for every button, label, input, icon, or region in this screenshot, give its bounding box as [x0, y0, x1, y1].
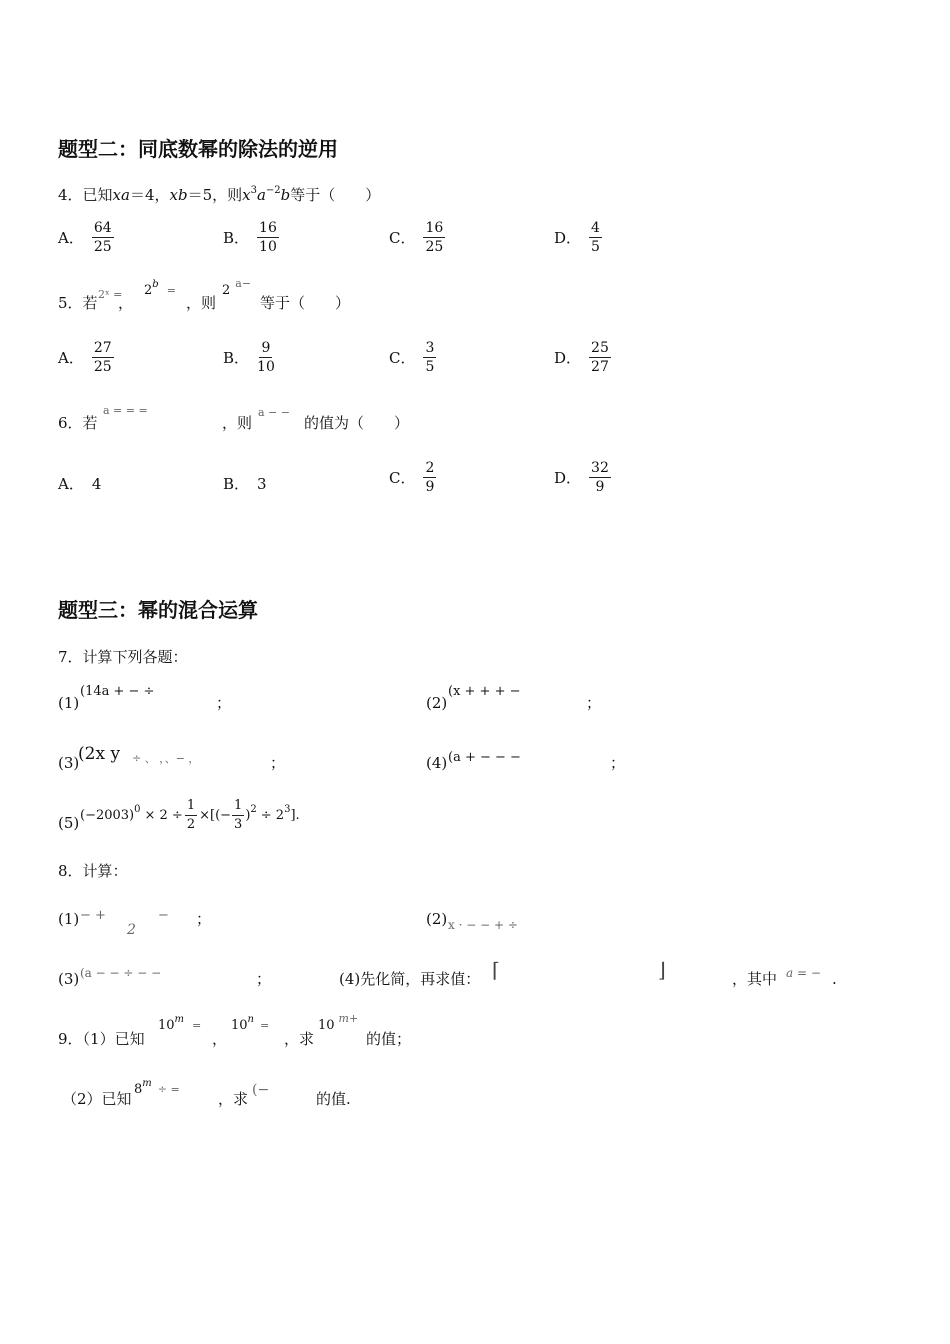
part-end: ； [610, 754, 626, 772]
question-5-num: 5．若 [58, 294, 98, 312]
option-value: 3 [257, 474, 267, 493]
math-text: ，求 [284, 1030, 315, 1048]
question-tail: 等于（ ） [260, 294, 351, 312]
math-expression: (a − − ÷ − − [80, 966, 162, 980]
option-label: C． [389, 229, 416, 247]
question-4-stem [58, 186, 380, 207]
math-expression: 10 $^{m+}$ [318, 1012, 359, 1033]
math-expression: (−2003) 0 × 2 ÷ $\frac{1}{2}$ ×[(− $\frac{1}{3}$ ) 2 ÷ 2 3 ]. [80, 798, 300, 832]
option-a[interactable] [58, 340, 114, 375]
part-end: . [832, 970, 837, 988]
fraction: $\frac{16}{25}$ [425, 220, 444, 255]
math-expression: − [158, 908, 169, 923]
math-text: ，其中 [732, 970, 778, 988]
math-expression: (14a + − ÷ [80, 684, 155, 699]
section-title: 题型二：同底数幂的除法的逆用 [58, 137, 338, 161]
part-label: (2) [426, 694, 448, 712]
math-exponent: −2 [265, 185, 281, 196]
question-tail: 的值为（ ） [304, 414, 410, 432]
option-label: D． [554, 229, 582, 247]
fraction: $\frac{64}{25}$ [93, 220, 112, 255]
section-title: 题型三：幂的混合运算 [58, 598, 258, 622]
math-expression: $8^m$ ÷ = [134, 1078, 180, 1097]
math-var: a [256, 186, 266, 204]
option-label: A． [58, 229, 84, 247]
part-label: (3) [58, 970, 80, 988]
option-label: A． [58, 349, 84, 367]
fraction: $\frac{16}{10}$ [259, 220, 277, 255]
math-var: xb [169, 186, 188, 204]
option-label: D． [554, 469, 582, 487]
option-d[interactable] [554, 340, 611, 375]
part-label: (4)先化简，再求值： [339, 970, 481, 988]
part-label: (1) [58, 910, 80, 928]
math-expression: 2ˣ = [98, 288, 123, 301]
fraction: $\frac{3}{5}$ [425, 340, 435, 375]
option-a[interactable] [58, 220, 114, 255]
math-expression: a = − [786, 966, 821, 980]
math-expression: (x + + + − [448, 684, 521, 699]
option-d[interactable] [554, 460, 611, 495]
math-expression: (2x y [78, 744, 121, 764]
fraction: $\frac{27}{25}$ [93, 340, 112, 375]
option-label: B． [223, 229, 250, 247]
math-expression: 2 $^{a-}$ [222, 277, 252, 298]
math-expression: a − − [258, 406, 290, 419]
math-subscript: 2 [127, 922, 136, 938]
fraction: $\frac{4}{5}$ [591, 220, 600, 255]
fraction: $\frac{32}{9}$ [591, 460, 609, 495]
part-label: (5) [58, 814, 80, 832]
part-end: ； [216, 694, 232, 712]
option-d[interactable] [554, 220, 602, 255]
part-end: ； [586, 694, 602, 712]
math-text: ＝4， [129, 186, 170, 204]
math-text: ，则 [186, 294, 217, 312]
option-label: D． [554, 349, 582, 367]
math-expression: (− [252, 1082, 270, 1098]
part-label: (4) [426, 754, 448, 772]
question-tail: 的值. [316, 1090, 351, 1108]
question-9-part-2: （2）已知 [62, 1090, 132, 1108]
math-var: x [242, 186, 251, 204]
math-expression: (a + − − − [448, 750, 521, 765]
math-text: ， [118, 294, 134, 312]
option-value: 4 [91, 474, 102, 493]
part-label: (3) [58, 754, 80, 772]
option-a[interactable] [58, 473, 101, 494]
fraction: $\frac{2}{9}$ [425, 460, 435, 495]
option-b[interactable] [223, 473, 267, 494]
option-label: B． [223, 349, 250, 367]
question-7-stem: 7．计算下列各题： [58, 648, 188, 666]
math-bracket: ⌋ [658, 958, 666, 982]
math-expression: ÷ 、 ，、− ， [132, 752, 200, 765]
question-8-stem: 8．计算： [58, 862, 128, 880]
math-var: b [280, 186, 291, 204]
math-text: ，则 [222, 414, 253, 432]
option-c[interactable] [389, 340, 436, 375]
math-exponent: 3 [250, 185, 257, 196]
math-text: ＝5，则 [187, 186, 243, 204]
option-b[interactable] [223, 220, 279, 255]
option-b[interactable] [223, 340, 275, 375]
math-expression: $2^b$ = [144, 279, 176, 298]
math-expression: x · − − + ÷ [448, 918, 518, 932]
math-expression: − + [80, 908, 106, 923]
option-c[interactable] [389, 460, 436, 495]
question-6-num: 6．若 [58, 414, 98, 432]
part-label: (2) [426, 910, 448, 928]
math-expression: $10^m$ = [158, 1014, 202, 1033]
math-bracket: ⌈ [492, 958, 500, 982]
math-text: ， [212, 1030, 228, 1048]
option-label: C． [389, 349, 416, 367]
option-label: B． [223, 475, 250, 493]
question-number: 4．已知 [58, 186, 113, 204]
question-9-stem: 9．（1）已知 [58, 1030, 145, 1048]
math-var: xa [112, 186, 130, 204]
part-label: (1) [58, 694, 80, 712]
question-tail: 等于（ ） [290, 186, 381, 204]
question-tail: 的值； [366, 1030, 412, 1048]
option-label: C． [389, 469, 416, 487]
option-label: A． [58, 475, 84, 493]
option-c[interactable] [389, 220, 445, 255]
part-end: ； [256, 970, 272, 988]
math-text: ，求 [218, 1090, 249, 1108]
fraction: $\frac{25}{27}$ [591, 340, 609, 375]
fraction: $\frac{9}{10}$ [257, 340, 275, 375]
math-expression: $10^n$ = [231, 1014, 270, 1033]
part-end: ； [196, 910, 212, 928]
part-end: ； [270, 754, 286, 772]
math-expression: a = = = [103, 404, 148, 417]
